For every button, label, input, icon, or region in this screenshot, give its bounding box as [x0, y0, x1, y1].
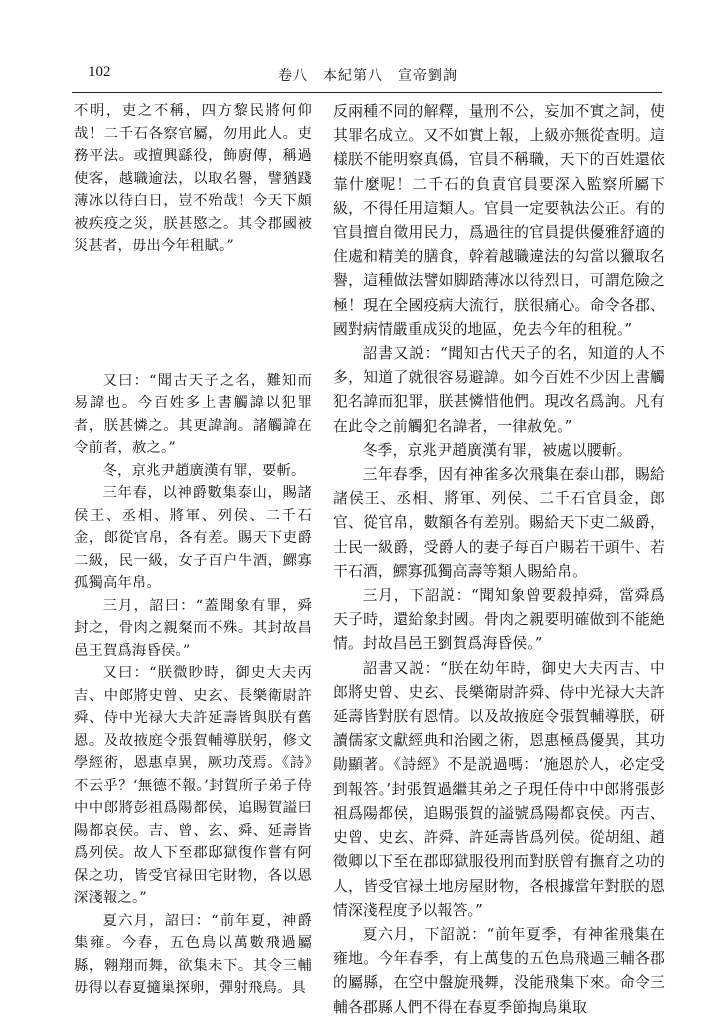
left-paragraph: 又曰：“朕微眇時，御史大夫丙吉、中郎將史曾、史玄、長樂衛尉許舜、侍中光禄大夫許延壽皆與朕有舊恩。及故掖庭令張賀輔導朕躬，修文學經術，恩惠卓異，厥功茂焉。《詩》不云乎？‘無德不報。’封賀所子弟子侍中中郎將彭祖爲陽都侯，追賜賀謚曰陽都哀侯。吉、曾、玄、舜、延壽皆爲列侯。故人下至郡邸獄復作嘗有阿保之功，皆受官禄田宅財物，各以恩深淺報之。”: [74, 665, 312, 906]
page-header: [72, 64, 662, 86]
left-paragraph: 冬，京兆尹趙廣漢有罪，要斬。: [102, 462, 306, 479]
right-paragraph: 詔書又説：“聞知古代天子的名，知道的人不多，知道了就很容易避諱。如今百姓不少因上書觸犯名諱而犯罪，朕甚憐惜他們。現改名爲詢。凡有在此令之前觸犯名諱者，一律赦免。”: [333, 345, 665, 435]
right-paragraph: 反兩種不同的解釋，量刑不公，妄加不實之詞，使其罪名成立。又不如實上報，上級亦無從查明。這樣朕不能明察真僞，官員不稱職，天下的百姓還依靠什麼呢！二千石的負責官員要深入監察所屬下級，不得任用這類人。官員一定要執法公正。有的官員擅自徵用民力，爲過往的官員提供優雅舒適的住處和精美的膳食，幹着越職違法的勾當以獵取名譽，這種做法譬如脚踏薄冰以待烈日，可謂危險之極！現在全國疫病大流行，朕很痛心。命令各郡、國對病情嚴重成災的地區，免去今年的租稅。”: [333, 103, 665, 338]
left-paragraph: 三月，詔曰：“蓋聞象有罪，舜封之，骨肉之親粲而不殊。其封故昌邑王賀爲海昏侯。”: [74, 597, 312, 659]
left-column: [74, 100, 312, 1000]
header-rule: [72, 92, 662, 93]
right-paragraph: 冬季，京兆尹趙廣漢有罪，被處以腰斬。: [362, 441, 632, 459]
left-paragraph: 三年春，以神爵數集泰山，賜諸侯王、丞相、將軍、列侯、二千石金，郎從官帛，各有差。賜天下吏爵二級，民一級，女子百户牛酒，鰥寡孤獨高年帛。: [74, 485, 312, 591]
section-gap: [74, 258, 312, 370]
right-paragraph: 夏六月，下詔説：“前年夏季，有神雀飛集在雍地。今年春季，有上萬隻的五色鳥飛過三輔各郡的屬縣，在空中盤旋飛舞，没能飛集下來。命令三輔各郡縣人們不得在春夏季節掏鳥巢取: [333, 925, 665, 1016]
right-paragraph: 三年春季，因有神雀多次飛集在泰山郡，賜給諸侯王、丞相、將軍、列侯、二千石官員金，郎官、從官帛，數額各有差别。賜給天下吏二級爵，士民一級爵，受爵人的妻子每百户賜若干頭牛、若干石酒，鰥寡孤獨高壽等類人賜給帛。: [333, 466, 665, 580]
left-paragraph: 不明，吏之不稱，四方黎民將何仰哉！二千石各察官屬，勿用此人。吏務平法。或擅興繇役，飾廚傳，稱過使客，越職逾法，以取名譽，譬猶踐薄冰以待白日，豈不殆哉！今天下頗被疾疫之災，朕甚愍之。其令郡國被災甚者，毋出今年租賦。”: [74, 103, 312, 254]
right-paragraph: 詔書又説：“朕在幼年時，御史大夫丙吉、中郎將史曾、史玄、長樂衛尉許舜、侍中光禄大夫許延壽皆對朕有恩情。以及故掖庭令張賀輔導朕，研讀儒家文獻經典和治國之術，恩惠極爲優異，其功勛顯著。《詩經》不是説過嗎：‘施恩於人，必定受到報答。’封張賀過繼其弟之子現任侍中中郎將張彭祖爲陽都侯，追賜張賀的謚號爲陽都哀侯。丙吉、史曾、史玄、許舜、許延壽皆爲列侯。從胡組、趙徵卿以下至在郡邸獄服役刑而對朕曾有撫育之功的人，皆受官禄土地房屋財物，各根據當年對朕的恩情深淺程度予以報答。”: [333, 659, 665, 919]
running-title: 卷八 本紀第八 宣帝劉詢: [278, 68, 458, 84]
right-column: [333, 100, 665, 1020]
left-paragraph: 又曰：“聞古天子之名，難知而易諱也。今百姓多上書觸諱以犯罪者，朕甚憐之。其更諱詢。諸觸諱在令前者，赦之。”: [74, 372, 312, 456]
page-number: 102: [88, 64, 111, 80]
right-paragraph: 三月，下詔説：“聞知象曾要殺掉舜，當舜爲天子時，還給象封國。骨肉之親要明確做到不能絶情。封故昌邑王劉賀爲海昏侯。”: [333, 587, 665, 653]
left-paragraph: 夏六月，詔曰：“前年夏，神爵集雍。今春，五色鳥以萬數飛過屬縣，翱翔而舞，欲集未下。其令三輔毋得以春夏擿巢探卵，彈射飛鳥。具: [74, 912, 312, 996]
